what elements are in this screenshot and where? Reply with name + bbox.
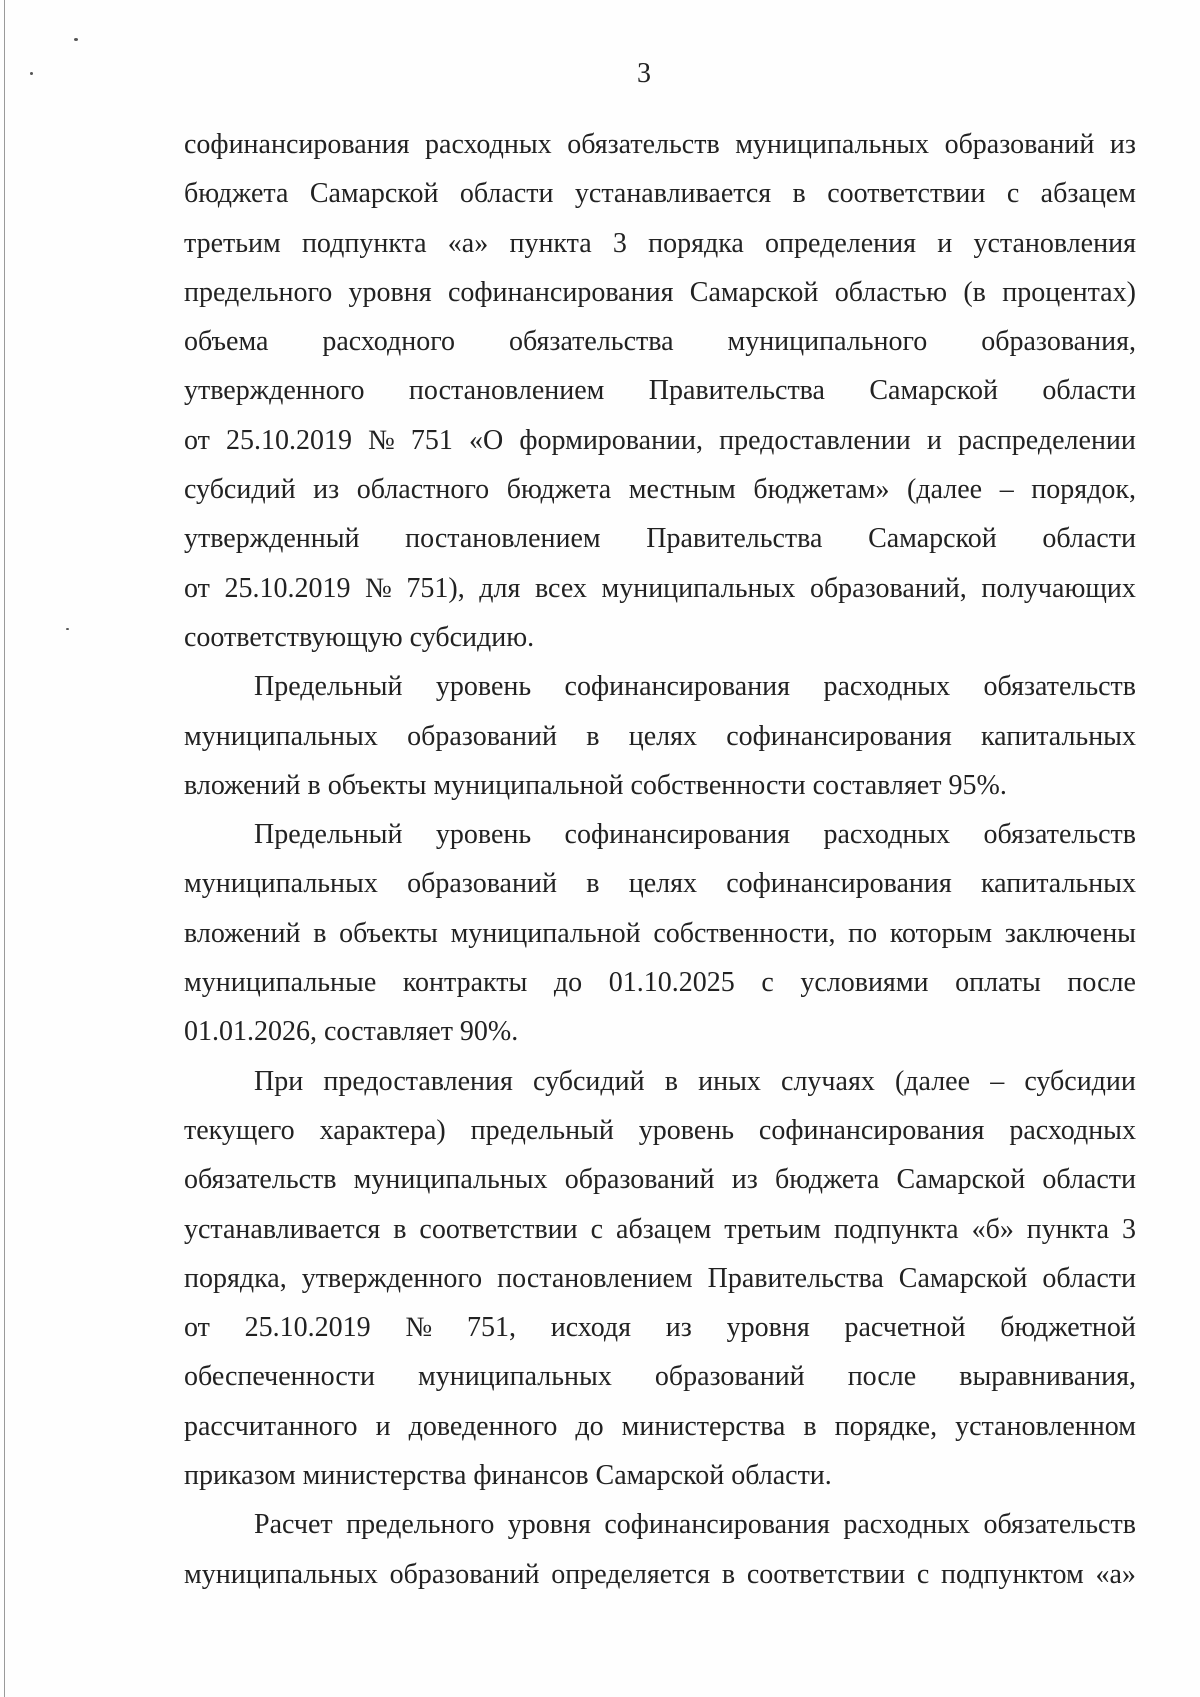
word: образований <box>407 720 557 752</box>
word: собственности, <box>653 917 836 949</box>
text-line <box>184 1550 1136 1599</box>
word: постановлением <box>408 375 605 407</box>
word: до <box>575 1410 604 1442</box>
text-line: приказом министерства финансов Самарской области. <box>184 1460 832 1492</box>
word: (далее <box>907 474 983 506</box>
word: обязательств <box>983 671 1136 703</box>
word: в <box>586 720 600 752</box>
word: порядка <box>648 227 744 259</box>
text-line <box>184 169 1136 218</box>
word: обязательства <box>508 326 674 358</box>
word: в <box>313 917 327 949</box>
text-line <box>184 1205 1136 1254</box>
word: субсидий <box>184 474 296 506</box>
word: выравнивания, <box>959 1361 1136 1393</box>
word: № <box>405 1312 433 1344</box>
word: из <box>313 474 340 506</box>
word: муниципальных <box>184 720 378 752</box>
word: пункта <box>509 227 592 259</box>
word: соответствии <box>419 1213 578 1245</box>
text-line <box>184 662 1136 711</box>
word: Самарской <box>898 1262 1028 1294</box>
word: объема <box>184 326 269 358</box>
word: третьим <box>724 1213 821 1245</box>
text-line <box>184 1402 1136 1451</box>
text-line <box>184 1500 1136 1549</box>
word: абзацем <box>616 1213 712 1245</box>
word: софинансирования <box>758 1114 985 1146</box>
word: порядка, <box>184 1262 287 1294</box>
word: установления <box>973 227 1136 259</box>
word: текущего <box>184 1114 295 1146</box>
scan-speck <box>66 628 69 630</box>
word: № <box>365 572 392 604</box>
word: бюджета <box>506 474 612 506</box>
word: расчетной <box>844 1312 966 1344</box>
word: пункта <box>1026 1213 1110 1245</box>
text-line <box>184 219 1136 268</box>
text-line: соответствующую субсидию. <box>184 621 535 653</box>
word: порядке, <box>834 1410 938 1442</box>
word: «а» <box>447 227 489 259</box>
word: предоставлении <box>719 424 911 456</box>
word: Расчет <box>254 1509 333 1541</box>
word: от <box>184 1312 210 1344</box>
word: в <box>803 1410 817 1442</box>
paragraph-3 <box>184 810 1136 1056</box>
word: обязательств <box>983 819 1136 851</box>
word: подпункта <box>833 1213 959 1245</box>
text-line <box>184 366 1136 415</box>
word: от <box>184 572 210 604</box>
word: субсидии <box>1024 1065 1136 1097</box>
word: распределении <box>957 424 1136 456</box>
scan-speck <box>74 38 78 41</box>
word: процентах) <box>1002 276 1136 308</box>
word: области <box>1042 1262 1136 1294</box>
word: № <box>368 424 395 456</box>
word: софинансирования <box>447 276 674 308</box>
word: бюджета <box>184 178 289 210</box>
text-line <box>184 120 1136 169</box>
word: 25.10.2019 <box>224 572 351 604</box>
word: образований <box>407 868 557 900</box>
word: софинансирования <box>564 671 791 703</box>
word: определения <box>765 227 917 259</box>
word: области <box>1042 1164 1136 1196</box>
text-line <box>184 1106 1136 1155</box>
word: расходных <box>843 1509 970 1541</box>
word: Самарской <box>868 523 997 555</box>
word: из <box>1109 129 1136 160</box>
word: бюджетной <box>1000 1312 1136 1344</box>
word: абзацем <box>1040 178 1136 210</box>
word: из <box>731 1164 758 1196</box>
word: 751, <box>466 1312 516 1344</box>
word: софинансирования <box>604 1509 830 1541</box>
word: муниципального <box>727 326 928 358</box>
word: утвержденного <box>184 375 365 407</box>
text-line <box>184 1057 1136 1106</box>
word: Правительства <box>707 1262 884 1294</box>
word: целях <box>628 868 697 900</box>
word: рассчитанного <box>184 1410 358 1442</box>
word: всех <box>535 572 587 604</box>
word: области <box>1042 375 1136 407</box>
word: с <box>916 1558 930 1590</box>
word: 25.10.2019 <box>225 424 352 456</box>
word: области <box>459 178 554 210</box>
word: капитальных <box>981 868 1136 900</box>
word: до <box>553 967 583 999</box>
document-body <box>184 120 1136 1599</box>
word: 751 <box>410 424 453 456</box>
word: субсидий <box>533 1065 645 1097</box>
word: уровень <box>435 671 532 703</box>
word: оплаты <box>955 967 1041 999</box>
word: устанавливается <box>574 178 772 210</box>
word: муниципальных <box>353 1164 548 1196</box>
word: условиями <box>800 967 929 999</box>
word: исходя <box>550 1312 632 1344</box>
word: Правительства <box>648 375 825 407</box>
word: предоставления <box>323 1065 513 1097</box>
word: и <box>926 424 942 456</box>
word: и <box>937 227 953 259</box>
word: в <box>664 1065 678 1097</box>
text-line <box>184 416 1136 465</box>
word: бюджета <box>774 1164 880 1196</box>
page-number: 3 <box>637 58 651 89</box>
word: (далее <box>894 1065 971 1097</box>
word: муниципальных <box>417 1361 612 1393</box>
word: обязательств <box>983 1509 1136 1541</box>
word: 751), <box>406 572 465 604</box>
word: предельного <box>346 1509 495 1541</box>
word: обязательств <box>567 129 720 160</box>
word: софинансирования <box>726 720 952 752</box>
text-line <box>184 810 1136 859</box>
word: постановлением <box>405 523 601 555</box>
word: установленном <box>955 1410 1136 1442</box>
paragraph-4 <box>184 1057 1136 1501</box>
word: в <box>393 1213 407 1245</box>
word: «О <box>469 424 504 456</box>
word: образований <box>389 1558 540 1590</box>
word: и <box>375 1410 391 1442</box>
word: софинансирования <box>564 819 791 851</box>
word: области <box>1042 523 1136 555</box>
word: 3 <box>1121 1213 1136 1245</box>
word: подпунктом <box>941 1558 1084 1590</box>
word: уровень <box>638 1114 735 1146</box>
word: расходных <box>1009 1114 1136 1146</box>
paragraph-5 <box>184 1500 1136 1599</box>
word: соответствии <box>827 178 986 210</box>
word: в <box>586 868 600 900</box>
text-line <box>184 1352 1136 1401</box>
word: с <box>590 1213 604 1245</box>
word: областного <box>356 474 490 506</box>
text-line <box>184 268 1136 317</box>
word: Самарской <box>869 375 998 407</box>
word: Самарской <box>309 178 439 210</box>
word: муниципальной <box>450 917 641 949</box>
text-line: 01.01.2026, составляет 90%. <box>184 1016 519 1048</box>
text-line <box>184 514 1136 563</box>
word: Предельный <box>254 819 403 851</box>
word: уровень <box>435 819 532 851</box>
word: с <box>1006 178 1020 210</box>
word: в <box>792 178 806 210</box>
word: 3 <box>612 227 627 259</box>
word: Предельный <box>254 671 403 703</box>
word: объекты <box>339 917 438 949</box>
word: 25.10.2019 <box>244 1312 371 1344</box>
word: министерства <box>621 1410 786 1442</box>
text-line <box>184 317 1136 366</box>
text-line <box>184 958 1136 1007</box>
text-line <box>184 1254 1136 1303</box>
word: уровня <box>726 1312 810 1344</box>
word: обязательств <box>184 1164 337 1196</box>
text-line <box>184 712 1136 761</box>
text-line <box>184 564 1136 613</box>
word: При <box>254 1065 304 1097</box>
word: Правительства <box>646 523 823 555</box>
word: расходных <box>425 129 552 160</box>
word: контракты <box>402 967 528 999</box>
word: Самарской <box>896 1164 1026 1196</box>
word: областью <box>834 276 948 308</box>
word: образований, <box>809 572 967 604</box>
word: третьим <box>184 227 281 259</box>
word: софинансирования <box>726 868 952 900</box>
word: местным <box>628 474 736 506</box>
word: Самарской <box>689 276 819 308</box>
word: случаях <box>781 1065 875 1097</box>
word: после <box>1067 967 1136 999</box>
word: формировании, <box>519 424 704 456</box>
word: заключены <box>1004 917 1136 949</box>
word: капитальных <box>981 720 1136 752</box>
word: обеспеченности <box>184 1361 375 1393</box>
word: иных <box>698 1065 761 1097</box>
word: уровня <box>507 1509 591 1541</box>
word: расходного <box>322 326 456 358</box>
word: бюджетам» <box>753 474 890 506</box>
word: расходных <box>823 819 951 851</box>
text-line <box>184 1303 1136 1352</box>
word: постановлением <box>497 1262 693 1294</box>
word: софинансирования <box>184 129 410 160</box>
word: 01.10.2025 <box>608 967 735 999</box>
word: определяется <box>551 1558 711 1590</box>
word: характера) <box>319 1114 446 1146</box>
word: доведенного <box>408 1410 558 1442</box>
word: по <box>848 917 878 949</box>
word: образований <box>654 1361 805 1393</box>
word: которым <box>889 917 993 949</box>
word: (в <box>963 276 986 308</box>
word: «а» <box>1095 1558 1136 1590</box>
word: соответствии <box>746 1558 906 1590</box>
word: образования, <box>981 326 1136 358</box>
word: образований <box>944 129 1095 160</box>
paragraph-1 <box>184 120 1136 662</box>
word: из <box>665 1312 692 1344</box>
word: для <box>479 572 521 604</box>
word: устанавливается <box>184 1213 381 1245</box>
word: утвержденный <box>184 523 360 555</box>
text-line: вложений в объекты муниципальной собственности составляет 95%. <box>184 769 1007 801</box>
word: – <box>999 474 1014 506</box>
text-line <box>184 859 1136 908</box>
text-line <box>184 465 1136 514</box>
word: предельный <box>470 1114 614 1146</box>
word: получающих <box>981 572 1136 604</box>
word: после <box>847 1361 917 1393</box>
paragraph-2 <box>184 662 1136 810</box>
word: в <box>721 1558 736 1590</box>
word: муниципальных <box>601 572 796 604</box>
text-line <box>184 909 1136 958</box>
word: с <box>761 967 774 999</box>
word: – <box>990 1065 1005 1097</box>
word: уровня <box>348 276 432 308</box>
word: муниципальных <box>735 129 930 160</box>
text-line <box>184 1155 1136 1204</box>
scan-edge-line <box>4 0 5 1697</box>
word: «б» <box>971 1213 1014 1245</box>
word: подпункта <box>301 227 427 259</box>
word: порядок, <box>1031 474 1136 506</box>
word: целях <box>628 720 697 752</box>
word: муниципальных <box>184 1558 378 1590</box>
word: утвержденного <box>301 1262 483 1294</box>
word: образований <box>564 1164 715 1196</box>
word: предельного <box>184 276 333 308</box>
word: муниципальные <box>184 967 377 999</box>
word: от <box>184 424 210 456</box>
word: муниципальных <box>184 868 378 900</box>
word: расходных <box>823 671 951 703</box>
word: вложений <box>184 917 301 949</box>
